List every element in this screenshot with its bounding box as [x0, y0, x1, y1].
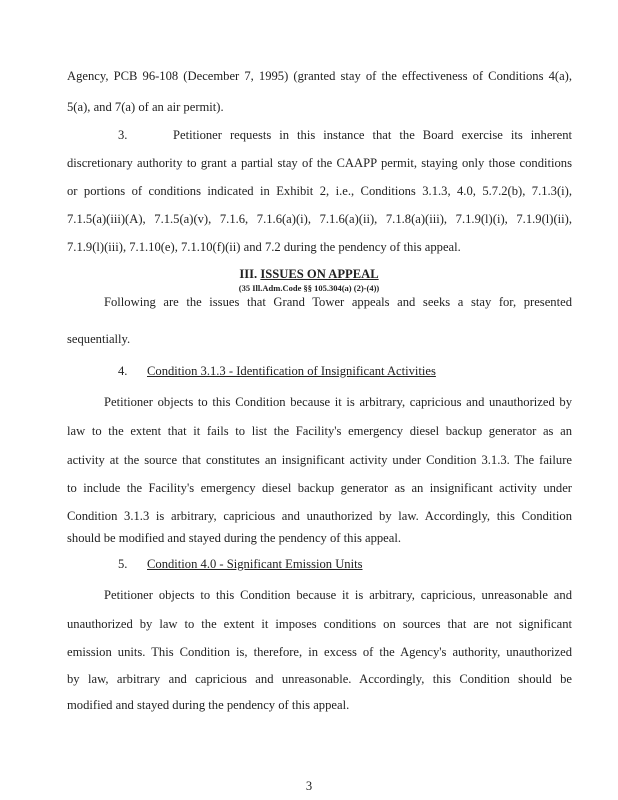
- text-line: Following are the issues that Grand Tower appeals and seeks a stay for, presented: [104, 295, 572, 309]
- item-title: Condition 3.1.3 - Identification of Insignificant Activities: [147, 364, 436, 378]
- text-line: Agency, PCB 96-108 (December 7, 1995) (granted stay of the effectiveness of Conditions 4(a),: [67, 69, 572, 83]
- section-heading: [0, 267, 618, 281]
- text-line: Petitioner objects to this Condition because it is arbitrary, capricious and unauthorized by: [104, 395, 572, 409]
- text-line: sequentially.: [67, 332, 131, 346]
- text-line: Condition 3.1.3 is arbitrary, capricious and unauthorized by law. Accordingly, this Condition: [67, 509, 572, 523]
- text-line: Petitioner requests in this instance that the Board exercise its inherent: [173, 128, 572, 142]
- item-number: 4.: [118, 364, 128, 378]
- paragraph-number: 3.: [118, 128, 128, 142]
- text-line: activity at the source that constitutes an insignificant activity under Condition 3.1.3. The failure: [67, 453, 572, 467]
- section-heading-title: ISSUES ON APPEAL: [260, 267, 379, 281]
- section-citation: (35 Ill.Adm.Code §§ 105.304(a) (2)-(4)): [238, 283, 380, 293]
- text-line: Petitioner objects to this Condition because it is arbitrary, capricious, unreasonable and: [104, 588, 572, 602]
- text-line: emission units. This Condition is, therefore, in excess of the Agency's authority, unauthorized: [67, 645, 572, 659]
- text-line: unauthorized by law to the extent it imposes conditions on sources that are not significant: [67, 617, 572, 631]
- page-number: 3: [305, 779, 313, 793]
- text-line: modified and stayed during the pendency of this appeal.: [67, 698, 350, 712]
- text-line: by law, arbitrary and capricious and unreasonable. Accordingly, this Condition should be: [67, 672, 572, 686]
- text-line: to include the Facility's emergency diesel backup generator as an insignificant activity under: [67, 481, 572, 495]
- text-line: 7.1.9(l)(iii), 7.1.10(e), 7.1.10(f)(ii) and 7.2 during the pendency of this appeal.: [67, 240, 461, 254]
- text-line: 5(a), and 7(a) of an air permit).: [67, 100, 224, 114]
- text-line: or portions of conditions indicated in Exhibit 2, i.e., Conditions 3.1.3, 4.0, 5.7.2(b), 7.1.3(i),: [67, 184, 572, 198]
- text-line: 7.1.5(a)(iii)(A), 7.1.5(a)(v), 7.1.6, 7.1.6(a)(i), 7.1.6(a)(ii), 7.1.8(a)(iii), 7.1.9(l)(i), 7.1.9(l)(ii),: [67, 212, 572, 226]
- section-heading-number: III.: [239, 267, 258, 281]
- text-line: should be modified and stayed during the pendency of this appeal.: [67, 531, 401, 545]
- item-title: Condition 4.0 - Significant Emission Units: [147, 557, 363, 571]
- text-line: law to the extent that it fails to list the Facility's emergency diesel backup generator as an: [67, 424, 572, 438]
- item-number: 5.: [118, 557, 128, 571]
- text-line: discretionary authority to grant a partial stay of the CAAPP permit, staying only those conditions: [67, 156, 572, 170]
